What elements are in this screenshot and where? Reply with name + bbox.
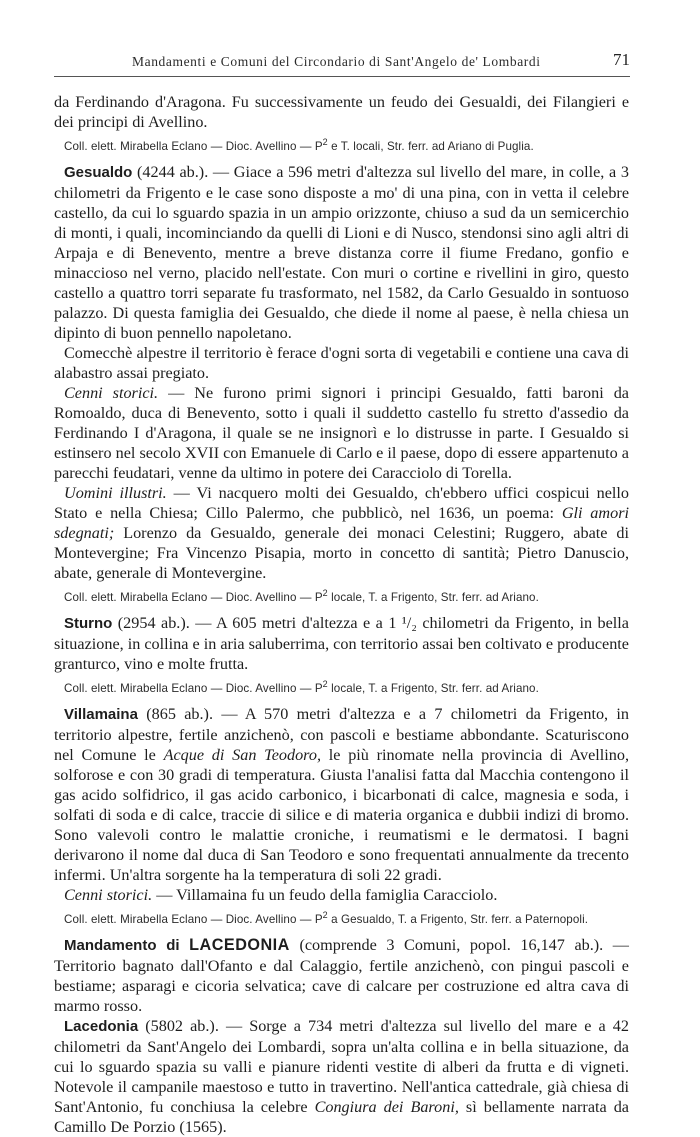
gesualdo-history-paragraph: Cenni storici. — Ne furono primi signori i principi Gesualdo, fatti baroni da Romoaldo, duca di Benevento, sotto i quali il suddetto castello fu stretto d'assedio da Ferdinando I d'Aragona, il quale se ne insignorì e lo distrusse in parte. I Gesualdo si estinsero nel secolo XVII con Emanuele di Carlo e il paese, dopo di essere appartenuto a parecchi feudatari, venne da ultimo in potere dei Caracciolo di Torella. (54, 384, 629, 482)
page-header (54, 48, 630, 77)
continuation-paragraph: da Ferdinando d'Aragona. Fu successivamente un feudo dei Gesualdi, dei Filangieri e dei principi di Avellino. (54, 93, 629, 131)
electoral-info-line: Coll. elett. Mirabella Eclano — Dioc. Avellino — $P^2$ a Gesualdo, T. a Frigento, Str. ferr. a Paternopoli. (64, 910, 589, 926)
entry-heading-lacedonia: Lacedonia (64, 1018, 139, 1035)
mandamento-lacedonia-paragraph: Mandamento di LACEDONIA (comprende 3 Comuni, popol. 16,147 ab.). — Territorio bagnato dall'Ofanto e dal Calaggio, fertile anzichenò, con pingui pascoli e bestiame; asparagi e cicoria selvatica; cave di calcare per costruzione ed altra cava di marmo rosso. (54, 936, 629, 1015)
district-name: LACEDONIA (189, 936, 290, 954)
electoral-info-line: Coll. elett. Mirabella Eclano — Dioc. Avellino — $P^2$ locale, T. a Frigento, Str. ferr. ad Ariano. (64, 679, 539, 695)
page-number: 71 (613, 50, 630, 69)
gesualdo-entry: Gesualdo (4244 ab.). — Giace a 596 metri d'altezza sul livello del mare, in colle, a 3 chilometri da Frigento e le case sono disposte a mo' di una pina, con in vetta il celebre castello, da cui lo sguardo spazia in un ampio orizzonte, chiuso a sud da un semicerchio di monti, i quali, incominciando da quelli di Lioni e di Nusco, stendonsi sino agli altri di Arpaja e di Benevento, mentre a breve distanza corre il fiume Fredano, gonfio e minaccioso nel verno, placido nell'estate. Con muri o cortine e rivellini in giro, questo castello a quattro torri separate fu trasformato, nel 1582, da Carlo Gesualdo in sontuoso palazzo. Di questa famiglia dei Gesualdo, che diede il nome al paese, è nella chiesa un dipinto di buon pennello napoletano. (54, 163, 629, 342)
electoral-info-line: Coll. elett. Mirabella Eclano — Dioc. Avellino — $P^2$ locale, T. a Frigento, Str. ferr. ad Ariano. (64, 588, 539, 604)
page-body (54, 92, 629, 1137)
entry-heading-gesualdo: Gesualdo (64, 164, 133, 181)
villamaina-entry: Villamaina (865 ab.). — A 570 metri d'altezza e a 7 chilometri da Frigento, in territorio alpestre, fertile anzichenò, con pascoli e bestiame abbondante. Scaturiscono nel Comune le Acque di San Teodoro, le più rinomate nella provincia di Avellino, solforose e con 30 gradi di temperatura. Giusta l'analisi fatta dal Macchia contengono il gas acido solfidrico, il gas acido carbonico, i bicarbonati di calce, magnesia e soda, i solfati di soda e di calce, traccie di silice e di materia organica e dubbii indizi di bromo. Sono valevoli contro le malattie croniche, i reumatismi e le dermatosi. I bagni derivarono il nome dal duca di San Teodoro e sono frequentati annualmente da trecento infermi. Un'altra sorgente ha la temperatura di soli 22 gradi. (54, 705, 630, 884)
sturno-entry: Sturno (2954 ab.). — A 605 metri d'altezza e a 1 ¹/₂ chilometri da Frigento, in bella situazione, in collina e in aria saluberrima, con territorio assai ben coltivato e producente granturco, vino e molte frutta. (54, 614, 629, 673)
lacedonia-entry: Lacedonia (5802 ab.). — Sorge a 734 metri d'altezza sul livello del mare e a 42 chilometri da Sant'Angelo dei Lombardi, sopra un'alta collina e in bella situazione, da cui lo sguardo spazia su valli e pianure ridenti vestite di alberi da frutta e di vigneti. Notevole il campanile maestoso e tutto in travertino. Nell'antica cattedrale, già chiesa di Sant'Antonio, fu conchiusa la celebre Congiura dei Baroni, sì bellamente narrata da Camillo De Porzio (1565). (54, 1017, 629, 1136)
entry-heading-villamaina: Villamaina (64, 706, 138, 723)
running-title: Mandamenti e Comuni del Circondario di Sant'Angelo de' Lombardi (132, 54, 541, 69)
electoral-info-line: Coll. elett. Mirabella Eclano — Dioc. Avellino — $P^2$ e T. locali, Str. ferr. ad Ariano di Puglia. (64, 137, 534, 153)
villamaina-history-paragraph: Cenni storici. — Villamaina fu un feudo della famiglia Caracciolo. (64, 886, 498, 904)
entry-heading-sturno: Sturno (64, 615, 113, 632)
gesualdo-territory-paragraph: Comecchè alpestre il territorio è ferace d'ogni sorta di vegetabili e contiene una cava di alabastro assai pregiato. (54, 344, 629, 382)
gesualdo-notables-paragraph: Uomini illustri. — Vi nacquero molti dei Gesualdo, ch'ebbero uffici cospicui nello Stato e nella Chiesa; Cillo Palermo, che pubblicò, nel 1636, un poema: Gli amori sdegnati; Lorenzo da Gesualdo, generale dei monaci Celestini; Ruggero, abate di Montevergine; Fra Vincenzo Pisapia, morto in concetto di santità; Pietro Danuscio, abate, generale di Montevergine. (54, 484, 629, 582)
